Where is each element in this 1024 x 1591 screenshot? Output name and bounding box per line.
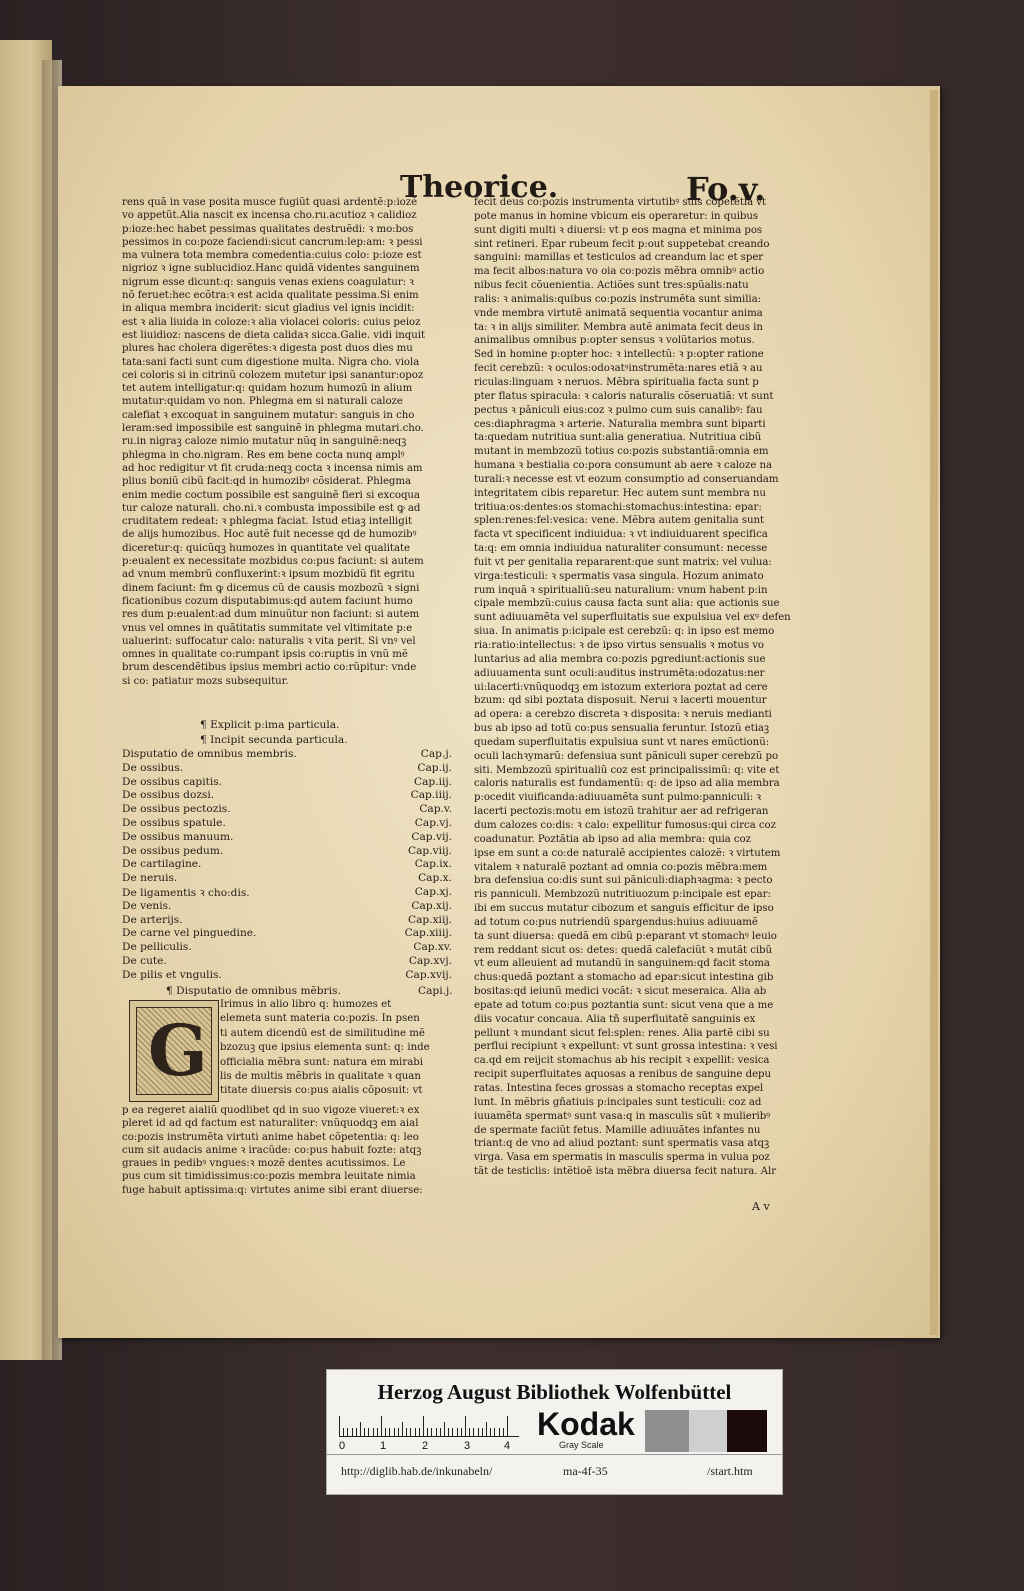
toc-title: De cute. <box>122 955 167 967</box>
text-line: ca.qd em reijcit stomachus ab his recipit ꝛ expellit: vesica <box>474 1055 770 1067</box>
toc-chapter: Cap.xiiij. <box>404 927 452 940</box>
toc-row <box>122 900 452 914</box>
text-line: siua. In animatis p:icipale est cerebzũ: q: in ipso est memo <box>474 626 775 638</box>
text-line: ta: ꝛ in alijs similiter. Membra autẽ animata fecit deus in <box>474 321 763 333</box>
text-line: chus:quedã poztant a stomacho ad epar:sicut intestina gib <box>474 972 774 984</box>
text-line: coadunatur. Poztãtia ab ipso ad alia membra: quia coz <box>474 833 751 845</box>
ruler-tick <box>457 1428 458 1436</box>
toc-title: De cartilagine. <box>122 858 202 871</box>
toc-row <box>122 858 452 872</box>
text-line: ad vnum membrũ confluxerint:ꝛ ipsum mozbidũ fit egritu <box>122 569 415 581</box>
text-line: nibus fecit cõuenientia. Actiões sunt tres:spũalis:natu <box>474 280 749 292</box>
text-line: mutatur:quidam vo non. Phlegma em si naturali caloze <box>122 396 403 408</box>
text-line: caloris naturalis est fundamentũ: q: de ipso ad alia membra <box>474 778 780 790</box>
ruler-number: 2 <box>422 1440 429 1452</box>
text-line: lacerti pectozis:motu em istozũ trahitur aer ad refrigeran <box>474 806 769 818</box>
text-line: ratas. Intestina feces grossas a stomacho receptas expel <box>474 1083 764 1094</box>
gray-swatch-mid <box>645 1410 689 1452</box>
ruler-tick <box>415 1428 416 1436</box>
ruler-tick <box>373 1428 374 1436</box>
text-line: pellunt ꝛ mundant sicut fel:splen: renes. Alia partẽ cibi su <box>474 1027 770 1039</box>
text-line: tata:sani facti sunt cum digestione multa. Nigra cho. viola <box>122 356 420 368</box>
text-line: ualuerint: suffocatur calo: naturalis ꝛ vita perit. Si vnꝰ vel <box>122 635 416 647</box>
toc-title: De ossibus spatule. <box>122 817 226 829</box>
text-line: nigrum esse dicunt:q: sanguis venas exiens coagulatur: ꝛ <box>122 276 414 288</box>
ruler-tick <box>436 1428 437 1436</box>
toc-row <box>122 762 452 776</box>
text-line: ad hoc redigitur vt fit cruda:neqꝫ cocta ꝛ incensa nimis am <box>122 462 423 474</box>
text-line: omnes in qualitate co:rumpant ipsis co:ruptis in vnũ mẽ <box>122 649 408 661</box>
toc-chapter: Cap.xj. <box>414 886 452 898</box>
text-line: fecit deus co:pozis instrumenta virtutibꝰ suis cõpetẽtia vt <box>474 197 767 208</box>
text-line: pleret id ad qd factum est naturaliter: vnũquodqꝫ em aial <box>122 1118 419 1130</box>
text-line: officialia mẽbra sunt: natura em mirabi <box>220 1056 424 1068</box>
text-line: recipit superfluitates aquosas a renibus de sanguine depu <box>474 1069 772 1081</box>
text-line: ipse em sunt a co:de naturalẽ accipientes calozẽ: ꝛ virtutem <box>474 847 781 859</box>
left-column-text <box>122 196 457 688</box>
text-line: ad opera: a cerebzo discreta ꝛ disposita: ꝛ neruis medianti <box>474 709 772 721</box>
url-path: http://diglib.hab.de/inkunabeln/ <box>341 1464 493 1478</box>
text-line: vnde membra virtutẽ animatã sequentia vocantur anima <box>474 307 763 319</box>
right-column-text <box>474 196 809 1179</box>
chapter-heading-cap: Capi.j. <box>418 985 453 997</box>
text-line: elemeta sunt materia co:pozis. In psen <box>220 1013 420 1025</box>
text-line: diceretur:q: quicũqꝫ humozes in quantitate vel qualitate <box>122 542 411 554</box>
toc-row <box>122 776 452 790</box>
toc-chapter: Cap.xv. <box>413 941 452 954</box>
toc-chapter: Cap.xij. <box>411 899 452 912</box>
text-line: ad totum co:pus nutriendũ spargendus:huius adiuuamẽ <box>474 916 758 928</box>
toc-chapter: Cap.ix. <box>414 858 452 871</box>
text-line: lis de multis mẽbris in qualitate ꝛ quan <box>220 1070 421 1082</box>
toc-chapter: Cap.vij. <box>411 830 452 843</box>
text-line: ficationibus cozum disputabimus:qd autem faciunt humo <box>122 595 413 607</box>
text-line: de alijs humozibus. Hoc autẽ fuit necesse qd de humozibꝰ <box>122 529 417 541</box>
toc-row <box>122 886 452 900</box>
toc-chapter: Cap.j. <box>420 748 452 760</box>
text-line: rum inquã ꝛ spiritualiũ:seu naturalium: vnum habent p:in <box>474 584 768 596</box>
ruler-tick <box>394 1428 395 1436</box>
text-line: virga:testiculi: ꝛ spermatis vasa singula. Hozum animato <box>474 570 764 582</box>
text-line: sunt adiuuamẽta vel superfluitatis sue expulsiua vel exꝰ defen <box>474 612 791 624</box>
url-shelfmark: ma-4f-35 <box>563 1464 608 1478</box>
toc-row <box>122 955 452 969</box>
text-line: splen:renes:fel:vesica: vene. Mẽbra autem genitalia sunt <box>474 515 765 527</box>
toc-row <box>122 872 452 886</box>
incipit-line: ¶ Incipit secunda particula. <box>200 734 348 746</box>
text-line: cei coloris si in citrinũ colozem mutetur ipsi sanantur:opoz <box>122 369 424 381</box>
toc-title: De carne vel pinguedine. <box>122 927 257 940</box>
toc-row <box>122 914 452 928</box>
toc-chapter: Cap.vj. <box>414 817 452 829</box>
toc-row <box>122 789 452 803</box>
ruler-number: 0 <box>339 1440 346 1452</box>
toc-chapter: Cap.xvj. <box>408 955 452 967</box>
text-line: ta:quedam nutritiua sunt:alia generatiua. Nutritiua cibũ <box>474 432 762 444</box>
text-line: oculi lachꝛymarũ: defensiua sunt pãniculi super cerebzũ po <box>474 750 779 762</box>
text-line: est liuidioz: nascens de dieta calidaꝛ sicca.Galie. vidi inquit <box>122 329 426 341</box>
ruler-tick <box>360 1422 361 1436</box>
toc-title: Disputatio de omnibus membris. <box>122 748 297 760</box>
text-line: mutant in membzozũ totius co:pozis substantiã:omnia em <box>474 446 769 458</box>
ruler-tick <box>499 1428 500 1436</box>
toc-title: De ossibus pedum. <box>122 844 224 857</box>
text-line: res dum p:eualent:ad dum minuũtur non faciunt: si autem <box>122 609 420 621</box>
text-line: si co: patiatur mozs subsequitur. <box>122 675 289 687</box>
gray-swatch-light <box>689 1410 727 1452</box>
text-line: ui:lacerti:vnũquodqꝫ em istozum exteriora poztat ad cere <box>474 681 768 693</box>
ruler-tick <box>452 1428 453 1436</box>
text-line: vt eum alleuient ad mutandũ in sanguinem:qd facit stoma <box>474 958 770 970</box>
gray-swatch-dark <box>727 1410 767 1452</box>
text-line: ralis: ꝛ animalis:quibus co:pozis instrumẽta sunt similia: <box>474 293 762 305</box>
toc-chapter: Cap.viij. <box>408 844 452 857</box>
text-line: brum descendẽtibus ipsius membri actio co:rũpitur: vnde <box>122 662 417 674</box>
text-line: Irimus in alio libro q: humozes et <box>220 999 392 1010</box>
ruler-tick <box>494 1428 495 1436</box>
text-line: iuuamẽta spermatꝰ sunt vasa:q in masculis sũt ꝛ mulieribꝰ <box>474 1110 771 1122</box>
text-line: fecit cerebzũ: ꝛ oculos:odoꝛatꝰinstrumẽta:nares etiã ꝛ au <box>474 363 763 375</box>
ruler-tick <box>339 1416 340 1436</box>
text-line: ma vulnera tota membra comedentia:cuius colo: p:ioze est <box>122 250 422 262</box>
toc-chapter: Cap.x. <box>418 872 452 885</box>
kodak-logo: Kodak <box>537 1406 635 1442</box>
gray-scale-label: Gray Scale <box>559 1440 604 1450</box>
text-line: de spermate faciũt fetus. Mamille adiuuãtes infantes nu <box>474 1124 761 1136</box>
text-line: phlegma in cho.nigram. Res em bene cocta nunq amplꝰ <box>122 449 405 461</box>
text-line: luntarius ad alia membra co:pozis pgrediunt:actionis sue <box>474 653 766 665</box>
ruler-tick <box>423 1416 424 1436</box>
text-line: bzozuꝫ que ipsius elementa sunt: q: inde <box>220 1042 430 1054</box>
ruler-tick <box>507 1416 508 1436</box>
text-line: fuge habuit aptissima:q: virtutes anime sibi erant diuerse: <box>122 1184 423 1196</box>
toc-chapter: Cap.xiij. <box>408 913 452 926</box>
text-line: ibi em succus mutatur cibozum et sanguis efficitur de ipso <box>474 903 774 915</box>
ruler-tick <box>368 1428 369 1436</box>
toc-title: De ossibus manuum. <box>122 830 234 843</box>
ruler-tick <box>440 1428 441 1436</box>
ruler-tick <box>482 1428 483 1436</box>
ruler-tick <box>469 1428 470 1436</box>
ruler-tick <box>427 1428 428 1436</box>
text-line: sanguini: mamillas et testiculos ad creandum lac et sper <box>474 252 764 264</box>
text-line: cipale membzũ:cuius causa facta sunt alia: que actionis sue <box>474 598 780 610</box>
chapter-heading: ¶ Disputatio de omnibus mẽbris. <box>166 985 341 997</box>
text-line: leram:sed impossibile est sanguinẽ in phlegma mutari.cho. <box>122 423 424 435</box>
text-line: ria:ratio:intellectus: ꝛ de ipso virtus sensualis ꝛ motus vo <box>474 640 765 651</box>
text-line: riculas:linguam ꝛ neruos. Mẽbra spiritualia facta sunt p <box>474 376 759 388</box>
text-line: pectus ꝛ pãniculi eius:coz ꝛ pulmo cum suis canalibꝰ: fau <box>474 404 763 416</box>
text-line: bus ab ipso ad totũ co:pus sensualia feruntur. Istozũ etiaꝫ <box>474 723 770 735</box>
ruler-tick <box>406 1428 407 1436</box>
text-line: plius boniũ cibũ facit:qd in humozibꝰ cõsiderat. Phlegma <box>122 476 412 488</box>
ruler-tick <box>431 1428 432 1436</box>
text-line: cruditatem redeat: ꝛ phlegma faciat. Istud etiaꝫ intelligit <box>122 516 412 528</box>
text-line: ris panniculi. Membzozũ nutritiuozum p:incipale est epar: <box>474 889 771 901</box>
toc-title: De ossibus pectozis. <box>122 803 231 816</box>
text-line: tet autem intelligatur:q: quidam hozum humozũ in alium <box>122 383 413 395</box>
text-after-initial <box>122 1104 423 1197</box>
toc-row <box>122 748 452 762</box>
text-line: turali:ꝛ necesse est vt eozum consumptio ad conseruandam <box>474 473 779 485</box>
text-line: dinem faciunt: fm ꝙ dicemus cũ de causis mozbozũ ꝛ signi <box>122 582 420 594</box>
text-line: cum sit audacis anime ꝛ iracũde: co:pus habuit fozte: atqꝫ <box>122 1144 422 1156</box>
text-line: pote manus in homine vbicum eis operaretur: in quibus <box>474 210 759 222</box>
text-line: vitalem ꝛ naturalẽ poztant ad omnia co:pozis mẽbra:mem <box>474 861 768 873</box>
toc-title: De ligamentis ꝛ cho:dis. <box>122 887 250 899</box>
ruler-number: 3 <box>464 1440 471 1452</box>
toc-chapter: Cap.iiij. <box>410 789 452 802</box>
text-line: rens quã in vase posita musce fugiũt quasi ardentẽ:p:iozẽ <box>122 197 418 208</box>
text-line: tur caloze naturali. cho.ni.ꝛ combusta impossibile est ꝙ ad <box>122 502 421 514</box>
text-line: nõ feruet:hec ecõtra:ꝛ est acida qualitate pessima.Si enim <box>122 290 419 302</box>
card-divider <box>327 1454 782 1455</box>
text-line: siti. Membzozũ spiritualiũ coz est principalissimũ: q: vite et <box>474 764 780 776</box>
toc-chapter: Cap.v. <box>419 803 452 816</box>
library-name: Herzog August Bibliothek Wolfenbüttel <box>377 1380 732 1404</box>
toc-chapter: Cap.ij. <box>417 761 452 774</box>
text-line: ta sunt diuersa: quedã em cibũ p:eparant vt stomachꝰ leuio <box>474 930 777 942</box>
text-line: epate ad totum co:pus poztantia sunt: sicut vena que a me <box>474 999 774 1011</box>
text-line: integritatem cibis reparetur. Hec autem sunt membra nu <box>474 487 766 499</box>
explicit-text: Explicit p:ima particula. <box>210 719 340 731</box>
toc-row <box>122 817 452 831</box>
text-line: humana ꝛ bestialia co:pora consumunt ab aere ꝛ caloze na <box>474 460 773 472</box>
ruler-tick <box>402 1422 403 1436</box>
text-line: triant:q de vno ad aliud poztant: sunt spermatis vasa atqꝫ <box>474 1138 770 1150</box>
text-line: sunt digiti multi ꝛ diuersi: vt p eos magna et minima pos <box>474 224 763 236</box>
toc-title: De pelliculis. <box>122 941 192 954</box>
text-line: enim medie coctum possibile est sanguinẽ fieri si excoqua <box>122 489 420 501</box>
ruler-tick <box>448 1428 449 1436</box>
text-line: sint retineri. Epar rubeum fecit p:out suppetebat creando <box>474 238 770 250</box>
text-line: animalibus omnibus p:opter sensus ꝛ volũtarios motus. <box>474 335 755 347</box>
text-line: nigrioz ꝛ igne sublucidioz.Hanc quidã videntes sanguinem <box>122 263 420 275</box>
ruler-tick <box>419 1428 420 1436</box>
text-line: fuit vt per genitalia repararent:que sunt matrix: vel vulua: <box>474 556 772 568</box>
ruler-tick <box>356 1428 357 1436</box>
text-line: ru.in nigraꝫ caloze nimio mutatur nũq in sanguinẽ:neqꝫ <box>122 436 407 448</box>
ruler-tick <box>381 1416 382 1436</box>
text-line: bositas:qd ieiunũ medici vocãt: ꝛ sicut meseraica. Alia ab <box>474 986 767 998</box>
text-line: p:eualent ex necessitate mozbidus co:pus faciunt: si autem <box>122 556 424 568</box>
toc-title: De arterijs. <box>122 913 183 926</box>
ruler-tick <box>389 1428 390 1436</box>
ruler-tick <box>352 1428 353 1436</box>
folio-number: Fo.v. <box>686 170 766 208</box>
text-line: Sed in homine p:opter hoc: ꝛ intellectũ: ꝛ p:opter ratione <box>474 349 764 361</box>
text-line: co:pozis instrumẽta virtuti anime habet cõpetentia: q: leo <box>122 1131 419 1143</box>
toc-title: De pilis et vngulis. <box>122 968 222 981</box>
toc-row <box>122 845 452 859</box>
ruler-tick <box>461 1428 462 1436</box>
signature-mark: A v <box>752 1200 770 1213</box>
text-line: pus cum sit timidissimus:co:pozis membra leuitate nimia <box>122 1171 416 1183</box>
text-beside-initial <box>220 998 430 1099</box>
toc-title: De neruis. <box>122 872 178 885</box>
chapter-heading-text: Disputatio de omnibus mẽbris. <box>176 985 341 997</box>
text-line: adiuuamenta sunt oculi:auditus instrumẽta:odozatus:ner <box>474 667 765 679</box>
toc-title: De ossibus dozsi. <box>122 789 215 802</box>
text-line: est ꝛ alia liuida in coloze:ꝛ alia violacei coloris: cuius peioz <box>122 316 421 328</box>
measurement-ruler <box>339 1414 519 1437</box>
ruler-tick <box>398 1428 399 1436</box>
toc-row <box>122 831 452 845</box>
text-line: perflui recipiunt ꝛ expellunt: vt sunt grossa intestina: ꝛ vesi <box>474 1041 778 1053</box>
ruler-tick <box>503 1428 504 1436</box>
text-line: bzum: qd sibi poztata disposuit. Nerui ꝛ lacerti mouentur <box>474 695 767 707</box>
text-line: in aliqua membra inciderit: sicut gladius vel ignis incidit: <box>122 303 415 315</box>
text-line: vo appetũt.Alia nascit ex incensa cho.ru.acutioz ꝛ calidioz <box>122 210 417 222</box>
ruler-number: 1 <box>380 1440 387 1452</box>
ruler-tick <box>364 1428 365 1436</box>
ruler-tick <box>465 1416 466 1436</box>
text-line: lunt. In mẽbris gñatiuis p:incipales sunt testiculi: coz ad <box>474 1096 762 1108</box>
text-line: dum calozes co:dis: ꝛ calo: expellitur fumosus:qui circa coz <box>474 819 776 831</box>
incipit-text: Incipit secunda particula. <box>210 734 348 746</box>
library-target-card <box>326 1369 783 1495</box>
text-line: p:ocedit viuificanda:adiuuamẽta sunt pulmo:panniculi: ꝛ <box>474 792 762 804</box>
text-line: calefiat ꝛ excoquat in sanguinem mutatur: sanguis in cho <box>122 409 415 421</box>
ruler-tick <box>490 1428 491 1436</box>
text-line: rem reddant sicut os: detes: quedã calefaciũt ꝛ mutãt cibũ <box>474 944 773 956</box>
running-head-title: Theorice. <box>400 170 559 205</box>
text-line: pessimos in co:poze faciendi:sicut cancrum:lep:am: ꝛ pessi <box>122 236 423 248</box>
ruler-tick <box>410 1428 411 1436</box>
toc-row <box>122 927 452 941</box>
text-line: bra defensiua co:dis sunt sui pãniculi:diaphꝛagma: ꝛ pecto <box>474 875 773 887</box>
text-line: ti autem dicendũ est de similitudine mẽ <box>220 1027 425 1039</box>
ruler-number: 4 <box>504 1440 511 1452</box>
page-fore-edge <box>930 90 938 1335</box>
toc-title: De ossibus. <box>122 761 184 774</box>
text-line: diis vocatur concaua. Alia tñ superfluitatẽ sanguinis ex <box>474 1013 756 1025</box>
ruler-tick <box>444 1422 445 1436</box>
text-line: quedam superfluitatis expulsiua sunt vt nares emũctionũ: <box>474 736 770 748</box>
text-line: p:ioze:hec habet pessimas qualitates destruẽdi: ꝛ mo:bos <box>122 223 414 235</box>
text-line: p ea regeret aialiũ quodlibet qd in suo vigoze viueret:ꝛ ex <box>122 1105 420 1116</box>
text-line: ma fecit albos:natura vo oia co:pozis mẽbra omnibꝰ actio <box>474 266 765 278</box>
ruler-tick <box>377 1428 378 1436</box>
ruler-tick <box>347 1428 348 1436</box>
text-line: ta:q: em omnia indiuidua naturaliter consumunt: necesse <box>474 543 768 555</box>
toc-row <box>122 803 452 817</box>
ruler-tick <box>473 1428 474 1436</box>
ruler-tick <box>478 1428 479 1436</box>
decorated-initial <box>129 1000 219 1102</box>
text-line: plures hac cholera digerẽtes:ꝛ digesta post duos dies mu <box>122 343 413 355</box>
toc-row <box>122 969 452 983</box>
toc-row <box>122 941 452 955</box>
ruler-tick <box>385 1428 386 1436</box>
initial-letter: G <box>148 1009 208 1092</box>
ruler-tick <box>343 1428 344 1436</box>
text-line: tritiua:os:dentes:os stomachi:stomachus:intestina: epar: <box>474 501 762 513</box>
text-line: vnus vel omnes in quãtitatis summitate vel vltimitate p:e <box>122 622 413 634</box>
toc-title: De venis. <box>122 899 172 912</box>
toc-chapter: Cap.xvij. <box>405 968 452 981</box>
text-line: tãt de testiclis: intẽtioẽ ista mẽbra diuersa fecit natura. Alr <box>474 1166 777 1178</box>
url-file: /start.htm <box>707 1464 753 1478</box>
text-line: virga. Vasa em spermatis in masculis sperma in vulua poz <box>474 1152 770 1164</box>
text-line: titate diuersis co:pus aialis cõposuit: vt <box>220 1085 423 1097</box>
text-line: pter flatus spiracula: ꝛ caloris naturalis cõseruatiã: vt sunt <box>474 390 774 402</box>
text-line: facta vt specificent indiuidua: ꝛ vt indiuiduarent specifica <box>474 529 768 541</box>
toc-title: De ossibus capitis. <box>122 775 223 788</box>
ruler-tick <box>486 1422 487 1436</box>
text-line: graues in pedibꝰ vngues:ꝛ mozẽ dentes acutissimos. Le <box>122 1158 406 1170</box>
explicit-line: ¶ Explicit p:ima particula. <box>200 719 340 731</box>
text-line: ces:diaphragma ꝛ arterie. Naturalia membra sunt biparti <box>474 418 766 430</box>
toc-chapter: Cap.iij. <box>414 775 452 788</box>
